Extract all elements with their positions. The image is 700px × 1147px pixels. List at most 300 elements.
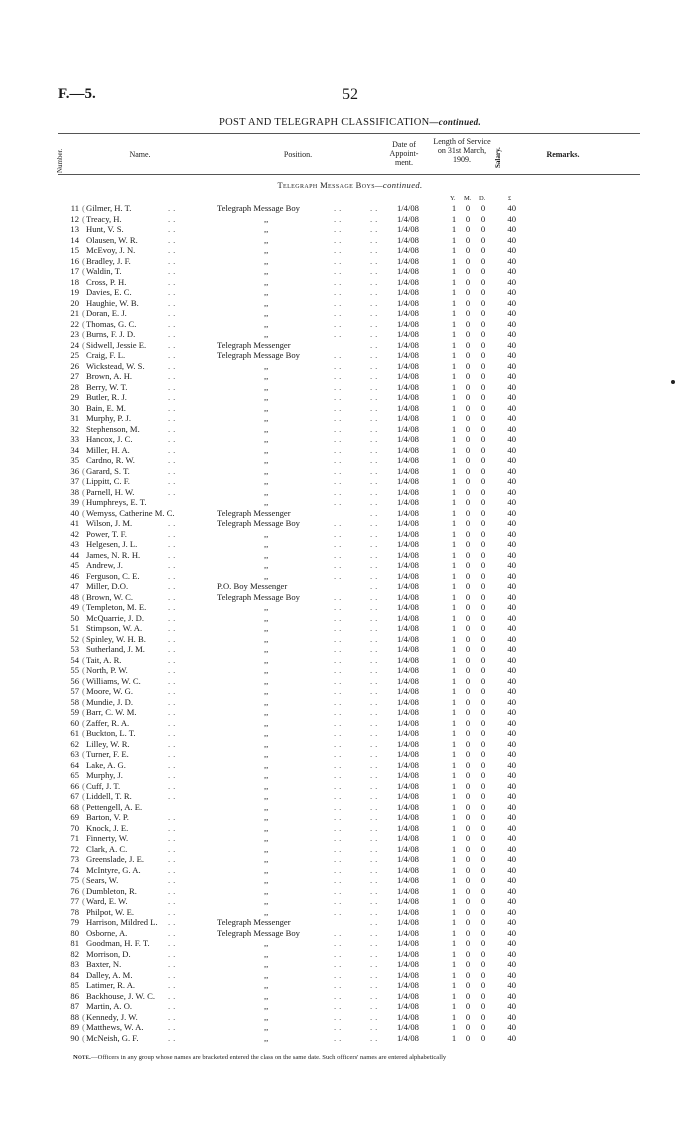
row-name: Clark, A. C. (86, 843, 128, 854)
row-leader: .. (370, 770, 381, 780)
row-days: 0 (480, 297, 486, 308)
table-row (0, 728, 700, 739)
row-position: ,, (264, 234, 269, 245)
section-heading (160, 180, 540, 190)
row-salary: 40 (507, 276, 516, 287)
row-days: 0 (480, 560, 486, 570)
row-position: ,, (264, 801, 269, 812)
row-years: 1 (451, 633, 457, 644)
row-name: Martin, A. O. (86, 1001, 133, 1011)
row-leader: .. (370, 350, 381, 360)
row-date: 1/4/08 (397, 633, 419, 644)
row-leader: .. (168, 896, 179, 906)
table-row (0, 445, 700, 456)
row-days: 0 (480, 413, 486, 423)
row-leader: .. (334, 843, 345, 854)
row-leader: .. (370, 791, 381, 801)
row-salary: 40 (507, 728, 516, 738)
row-name: Murphy, P. J. (86, 413, 132, 423)
row-leader: .. (334, 644, 345, 654)
row-years: 1 (451, 665, 457, 675)
row-number: 80 (70, 927, 79, 938)
row-leader: .. (370, 822, 381, 833)
row-months: 0 (465, 948, 471, 959)
row-salary: 40 (507, 885, 516, 896)
row-days: 0 (480, 980, 486, 990)
row-salary: 40 (507, 801, 516, 812)
row-leader: .. (370, 959, 381, 969)
header-position: Position. (283, 150, 313, 159)
row-leader: .. (370, 665, 381, 675)
row-bracket: ( (82, 507, 85, 518)
table-row (0, 256, 700, 267)
table-row (0, 865, 700, 876)
table-row (0, 329, 700, 340)
row-number: 71 (70, 833, 79, 843)
row-salary: 40 (507, 990, 516, 1001)
row-years: 1 (451, 906, 457, 917)
row-leader: .. (370, 423, 381, 434)
row-number: 41 (70, 518, 79, 528)
row-number: 39 (70, 497, 79, 507)
row-months: 0 (465, 255, 471, 266)
table-row (0, 854, 700, 865)
row-name: Davies, E. C. (86, 287, 132, 297)
row-position: ,, (264, 434, 269, 444)
row-name: Humphreys, E. T. (86, 497, 147, 507)
row-position: ,, (264, 864, 269, 875)
row-days: 0 (480, 224, 486, 234)
row-number: 33 (70, 434, 79, 444)
row-number: 38 (70, 486, 79, 497)
row-number: 74 (70, 864, 79, 875)
row-salary: 40 (507, 339, 516, 350)
row-name: Miller, D.O. (86, 581, 129, 591)
row-days: 0 (480, 329, 486, 339)
row-leader: .. (370, 864, 381, 875)
row-leader: .. (168, 360, 179, 371)
row-days: 0 (480, 633, 486, 644)
row-number: 47 (70, 581, 79, 591)
row-years: 1 (451, 213, 457, 224)
row-months: 0 (465, 507, 471, 518)
row-leader: .. (168, 318, 179, 329)
row-days: 0 (480, 864, 486, 875)
row-days: 0 (480, 854, 486, 864)
row-leader: .. (168, 444, 179, 455)
staff-table (0, 203, 700, 1043)
row-date: 1/4/08 (397, 612, 419, 623)
row-number: 21 (70, 308, 79, 318)
row-leader: .. (370, 402, 381, 413)
row-bracket: ( (82, 486, 85, 497)
row-leader: .. (168, 633, 179, 644)
row-salary: 40 (507, 255, 516, 266)
row-number: 29 (70, 392, 79, 402)
row-number: 69 (70, 812, 79, 822)
row-salary: 40 (507, 497, 516, 507)
row-name: Hunt, V. S. (86, 224, 124, 234)
table-row (0, 970, 700, 981)
row-leader: .. (168, 917, 179, 927)
row-name: Ward, E. W. (86, 896, 128, 906)
row-months: 0 (465, 203, 471, 213)
header-top-rule (58, 133, 640, 134)
row-name: Pettengell, A. E. (86, 801, 143, 812)
row-leader: .. (168, 423, 179, 434)
table-row (0, 928, 700, 939)
row-salary: 40 (507, 329, 516, 339)
row-leader: .. (334, 1011, 345, 1022)
row-years: 1 (451, 875, 457, 885)
row-months: 0 (465, 213, 471, 224)
row-salary: 40 (507, 770, 516, 780)
row-leader: .. (370, 875, 381, 885)
row-position: Telegraph Messenger (217, 339, 291, 350)
row-salary: 40 (507, 507, 516, 518)
row-months: 0 (465, 602, 471, 612)
row-leader: .. (370, 686, 381, 696)
row-salary: 40 (507, 570, 516, 581)
row-number: 45 (70, 560, 79, 570)
row-leader: .. (370, 329, 381, 339)
row-years: 1 (451, 234, 457, 245)
row-leader: .. (168, 213, 179, 224)
row-leader: .. (370, 381, 381, 392)
row-number: 35 (70, 455, 79, 465)
row-months: 0 (465, 749, 471, 759)
table-row (0, 298, 700, 309)
row-months: 0 (465, 665, 471, 675)
footnote-label: Note. (73, 1054, 91, 1061)
row-leader: .. (370, 455, 381, 465)
table-row (0, 361, 700, 372)
row-years: 1 (451, 518, 457, 528)
row-years: 1 (451, 1001, 457, 1011)
row-number: 11 (70, 203, 79, 213)
footnote-text: —Officers in any group whose names are bracketed entered the class on the same date. Such officers' names are entered alphabetically (90, 1054, 447, 1061)
row-years: 1 (451, 591, 457, 602)
row-days: 0 (480, 665, 486, 675)
row-bracket: ( (82, 329, 85, 339)
row-leader: .. (334, 455, 345, 465)
table-row (0, 686, 700, 697)
table-row (0, 697, 700, 708)
row-date: 1/4/08 (397, 728, 419, 738)
row-leader: .. (168, 749, 179, 759)
row-date: 1/4/08 (397, 665, 419, 675)
row-months: 0 (465, 864, 471, 875)
row-date: 1/4/08 (397, 329, 419, 339)
row-position: ,, (264, 455, 269, 465)
row-number: 50 (70, 612, 79, 623)
row-days: 0 (480, 549, 486, 560)
row-date: 1/4/08 (397, 738, 419, 749)
table-row (0, 613, 700, 624)
row-months: 0 (465, 917, 471, 927)
row-bracket: ( (82, 728, 85, 738)
row-leader: .. (370, 497, 381, 507)
unit-days: D. (479, 195, 486, 202)
row-days: 0 (480, 738, 486, 749)
row-months: 0 (465, 875, 471, 885)
row-name: McQuarrie, J. D. (86, 612, 144, 623)
row-months: 0 (465, 339, 471, 350)
table-row (0, 844, 700, 855)
row-salary: 40 (507, 486, 516, 497)
row-months: 0 (465, 980, 471, 990)
row-leader: .. (334, 612, 345, 623)
row-years: 1 (451, 938, 457, 948)
row-leader: .. (334, 696, 345, 707)
row-leader: .. (334, 318, 345, 329)
row-name: Finnerty, W. (86, 833, 129, 843)
table-row (0, 833, 700, 844)
table-row (0, 907, 700, 918)
row-number: 58 (70, 696, 79, 707)
row-leader: .. (168, 665, 179, 675)
row-position: ,, (264, 528, 269, 539)
row-leader: .. (168, 833, 179, 843)
row-leader: .. (370, 318, 381, 329)
row-date: 1/4/08 (397, 287, 419, 297)
row-years: 1 (451, 749, 457, 759)
row-leader: .. (168, 948, 179, 959)
row-date: 1/4/08 (397, 591, 419, 602)
row-number: 70 (70, 822, 79, 833)
row-years: 1 (451, 959, 457, 969)
row-number: 90 (70, 1032, 79, 1043)
row-date: 1/4/08 (397, 234, 419, 245)
row-leader: .. (370, 854, 381, 864)
row-date: 1/4/08 (397, 245, 419, 255)
row-leader: .. (168, 402, 179, 413)
row-months: 0 (465, 1032, 471, 1043)
row-months: 0 (465, 413, 471, 423)
row-months: 0 (465, 591, 471, 602)
row-days: 0 (480, 927, 486, 938)
table-row (0, 466, 700, 477)
row-position: ,, (264, 1022, 269, 1032)
row-months: 0 (465, 812, 471, 822)
row-years: 1 (451, 717, 457, 728)
row-date: 1/4/08 (397, 560, 419, 570)
table-row (0, 508, 700, 519)
row-leader: .. (334, 423, 345, 434)
table-row (0, 487, 700, 498)
row-leader: .. (334, 276, 345, 287)
row-date: 1/4/08 (397, 959, 419, 969)
row-months: 0 (465, 770, 471, 780)
row-months: 0 (465, 728, 471, 738)
row-salary: 40 (507, 738, 516, 749)
row-position: ,, (264, 476, 269, 486)
row-leader: .. (334, 203, 345, 213)
row-date: 1/4/08 (397, 507, 419, 518)
table-row (0, 718, 700, 729)
row-months: 0 (465, 486, 471, 497)
row-leader: .. (370, 591, 381, 602)
row-salary: 40 (507, 812, 516, 822)
row-number: 75 (70, 875, 79, 885)
row-days: 0 (480, 917, 486, 927)
row-date: 1/4/08 (397, 791, 419, 801)
row-date: 1/4/08 (397, 297, 419, 308)
row-salary: 40 (507, 1022, 516, 1032)
row-date: 1/4/08 (397, 581, 419, 591)
row-leader: .. (168, 518, 179, 528)
header-bottom-rule (58, 174, 640, 175)
row-years: 1 (451, 843, 457, 854)
row-date: 1/4/08 (397, 644, 419, 654)
row-number: 83 (70, 959, 79, 969)
row-name: Templeton, M. E. (86, 602, 147, 612)
table-row (0, 203, 700, 214)
row-number: 61 (70, 728, 79, 738)
row-months: 0 (465, 245, 471, 255)
row-date: 1/4/08 (397, 864, 419, 875)
row-years: 1 (451, 896, 457, 906)
row-position: ,, (264, 276, 269, 287)
row-salary: 40 (507, 633, 516, 644)
row-months: 0 (465, 644, 471, 654)
row-leader: .. (370, 738, 381, 749)
row-leader: .. (370, 486, 381, 497)
row-name: Knock, J. E. (86, 822, 129, 833)
row-leader: .. (370, 896, 381, 906)
row-leader: .. (334, 413, 345, 423)
row-name: Hancox, J. C. (86, 434, 133, 444)
row-days: 0 (480, 938, 486, 948)
table-row (0, 896, 700, 907)
row-leader: .. (370, 948, 381, 959)
row-leader: .. (168, 549, 179, 560)
row-years: 1 (451, 833, 457, 843)
row-position: ,, (264, 875, 269, 885)
row-leader: .. (168, 255, 179, 266)
row-leader: .. (168, 1022, 179, 1032)
row-position: ,, (264, 402, 269, 413)
row-days: 0 (480, 287, 486, 297)
row-date: 1/4/08 (397, 906, 419, 917)
table-row (0, 497, 700, 508)
row-months: 0 (465, 539, 471, 549)
row-years: 1 (451, 507, 457, 518)
row-leader: .. (168, 812, 179, 822)
row-date: 1/4/08 (397, 917, 419, 927)
row-position: ,, (264, 266, 269, 276)
row-salary: 40 (507, 780, 516, 791)
row-days: 0 (480, 696, 486, 707)
row-salary: 40 (507, 864, 516, 875)
row-position: ,, (264, 770, 269, 780)
row-days: 0 (480, 308, 486, 318)
table-row (0, 623, 700, 634)
row-name: Harrison, Mildred L. (86, 917, 158, 927)
row-years: 1 (451, 654, 457, 665)
row-date: 1/4/08 (397, 927, 419, 938)
row-leader: .. (334, 213, 345, 224)
row-date: 1/4/08 (397, 371, 419, 381)
row-name: Stimpson, W. A. (86, 623, 143, 633)
row-leader: .. (370, 465, 381, 476)
row-salary: 40 (507, 444, 516, 455)
row-number: 76 (70, 885, 79, 896)
row-number: 65 (70, 770, 79, 780)
row-leader: .. (370, 549, 381, 560)
row-number: 57 (70, 686, 79, 696)
row-salary: 40 (507, 560, 516, 570)
row-leader: .. (370, 570, 381, 581)
row-days: 0 (480, 759, 486, 770)
row-leader: .. (370, 245, 381, 255)
row-days: 0 (480, 528, 486, 539)
row-number: 81 (70, 938, 79, 948)
row-years: 1 (451, 917, 457, 927)
row-months: 0 (465, 581, 471, 591)
row-number: 27 (70, 371, 79, 381)
table-row (0, 434, 700, 445)
row-name: Miller, H. A. (86, 444, 130, 455)
row-leader: .. (370, 654, 381, 665)
row-date: 1/4/08 (397, 759, 419, 770)
row-bracket: ( (82, 266, 85, 276)
title-main: POST AND TELEGRAPH CLASSIFICATION (218, 117, 430, 128)
row-position: ,, (264, 749, 269, 759)
row-position: ,, (264, 413, 269, 423)
row-leader: .. (168, 591, 179, 602)
row-days: 0 (480, 234, 486, 245)
row-days: 0 (480, 812, 486, 822)
row-number: 87 (70, 1001, 79, 1011)
row-bracket: ( (82, 476, 85, 486)
row-position: ,, (264, 612, 269, 623)
row-salary: 40 (507, 938, 516, 948)
section-continued: —continued. (374, 180, 423, 190)
row-leader: .. (168, 581, 179, 591)
row-number: 53 (70, 644, 79, 654)
row-years: 1 (451, 1032, 457, 1043)
row-position: ,, (264, 497, 269, 507)
row-years: 1 (451, 308, 457, 318)
row-months: 0 (465, 780, 471, 791)
row-leader: .. (168, 434, 179, 444)
row-months: 0 (465, 969, 471, 980)
row-leader: .. (334, 392, 345, 402)
row-leader: .. (334, 255, 345, 266)
row-leader: .. (334, 990, 345, 1001)
row-number: 84 (70, 969, 79, 980)
table-row (0, 1001, 700, 1012)
row-name: Dumbleton, R. (86, 885, 137, 896)
row-leader: .. (370, 938, 381, 948)
row-leader: .. (334, 770, 345, 780)
row-salary: 40 (507, 476, 516, 486)
row-salary: 40 (507, 833, 516, 843)
row-name: Goodman, H. F. T. (86, 938, 150, 948)
row-name: Cardno, R. W. (86, 455, 135, 465)
row-number: 19 (70, 287, 79, 297)
row-position: ,, (264, 623, 269, 633)
row-leader: .. (168, 791, 179, 801)
row-months: 0 (465, 528, 471, 539)
row-number: 46 (70, 570, 79, 581)
row-date: 1/4/08 (397, 213, 419, 224)
row-number: 73 (70, 854, 79, 864)
row-date: 1/4/08 (397, 266, 419, 276)
row-salary: 40 (507, 423, 516, 434)
row-years: 1 (451, 381, 457, 392)
